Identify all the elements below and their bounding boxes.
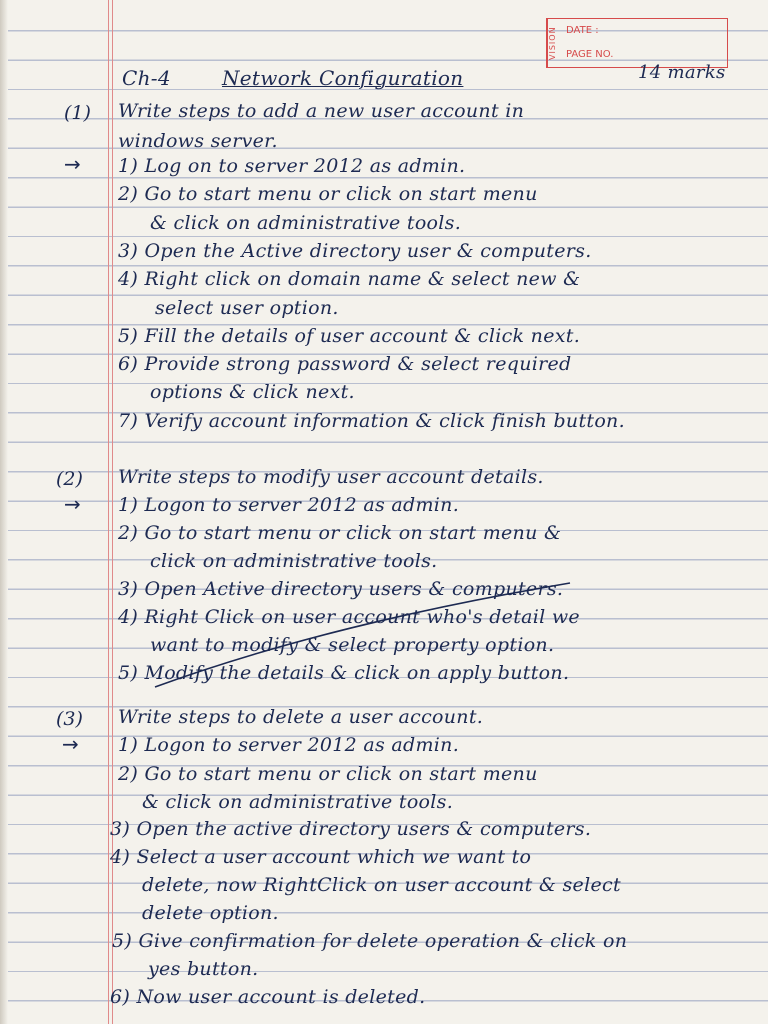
arrow-icon: →	[64, 152, 81, 176]
arrow-icon: →	[64, 492, 81, 516]
step-line: select user option.	[155, 297, 339, 319]
step-line: 3) Open the active directory users & computers.	[110, 818, 592, 840]
brand-label: VISION	[547, 19, 562, 67]
step-line: 6) Provide strong password & select required	[118, 353, 572, 375]
step-line: 7) Verify account information & click finish button.	[118, 410, 625, 432]
step-line: 4) Select a user account which we want to	[110, 846, 532, 868]
step-line: 2) Go to start menu or click on start menu	[118, 763, 538, 785]
step-line: & click on administrative tools.	[150, 212, 462, 234]
step-line: 2) Go to start menu or click on start menu &	[118, 522, 562, 544]
step-line: 5) Fill the details of user account & click next.	[118, 325, 581, 347]
arrow-icon: →	[62, 732, 79, 756]
question-text: Write steps to add a new user account in	[118, 100, 525, 122]
step-line: 5) Modify the details & click on apply button.	[118, 662, 570, 684]
step-line: 6) Now user account is deleted.	[110, 986, 426, 1008]
step-line: 3) Open the Active directory user & computers.	[118, 240, 592, 262]
chapter-label: Ch-4	[122, 66, 171, 90]
question-text: windows server.	[118, 130, 278, 152]
step-line: 3) Open Active directory users & computers.	[118, 578, 564, 600]
date-label: DATE :	[566, 25, 599, 36]
step-line: options & click next.	[150, 381, 355, 403]
question-number: (3)	[56, 708, 83, 730]
marks-label: 14 marks	[638, 62, 726, 83]
step-line: 1) Logon to server 2012 as admin.	[118, 494, 460, 516]
step-line: 4) Right click on domain name & select new &	[118, 268, 581, 290]
question-number: (2)	[56, 468, 83, 490]
question-number: (1)	[64, 102, 91, 124]
step-line: click on administrative tools.	[150, 550, 438, 572]
margin-line-inner	[112, 0, 113, 1024]
step-line: yes button.	[148, 958, 259, 980]
margin-line	[108, 0, 109, 1024]
step-line: delete, now RightClick on user account & select	[142, 874, 621, 896]
step-line: & click on administrative tools.	[142, 791, 454, 813]
step-line: 4) Right Click on user account who's detail we	[118, 606, 580, 628]
page-number-label: PAGE NO.	[566, 49, 614, 60]
date-box	[546, 18, 728, 68]
step-line: delete option.	[142, 902, 279, 924]
step-line: 2) Go to start menu or click on start menu	[118, 183, 538, 205]
question-text: Write steps to modify user account details.	[118, 466, 544, 488]
question-text: Write steps to delete a user account.	[118, 706, 484, 728]
step-line: 1) Logon to server 2012 as admin.	[118, 734, 460, 756]
step-line: 1) Log on to server 2012 as admin.	[118, 155, 466, 177]
page-title: Network Configuration	[222, 66, 464, 90]
step-line: want to modify & select property option.	[150, 634, 555, 656]
page-binding-edge	[0, 0, 8, 1024]
step-line: 5) Give confirmation for delete operation & click on	[112, 930, 628, 952]
